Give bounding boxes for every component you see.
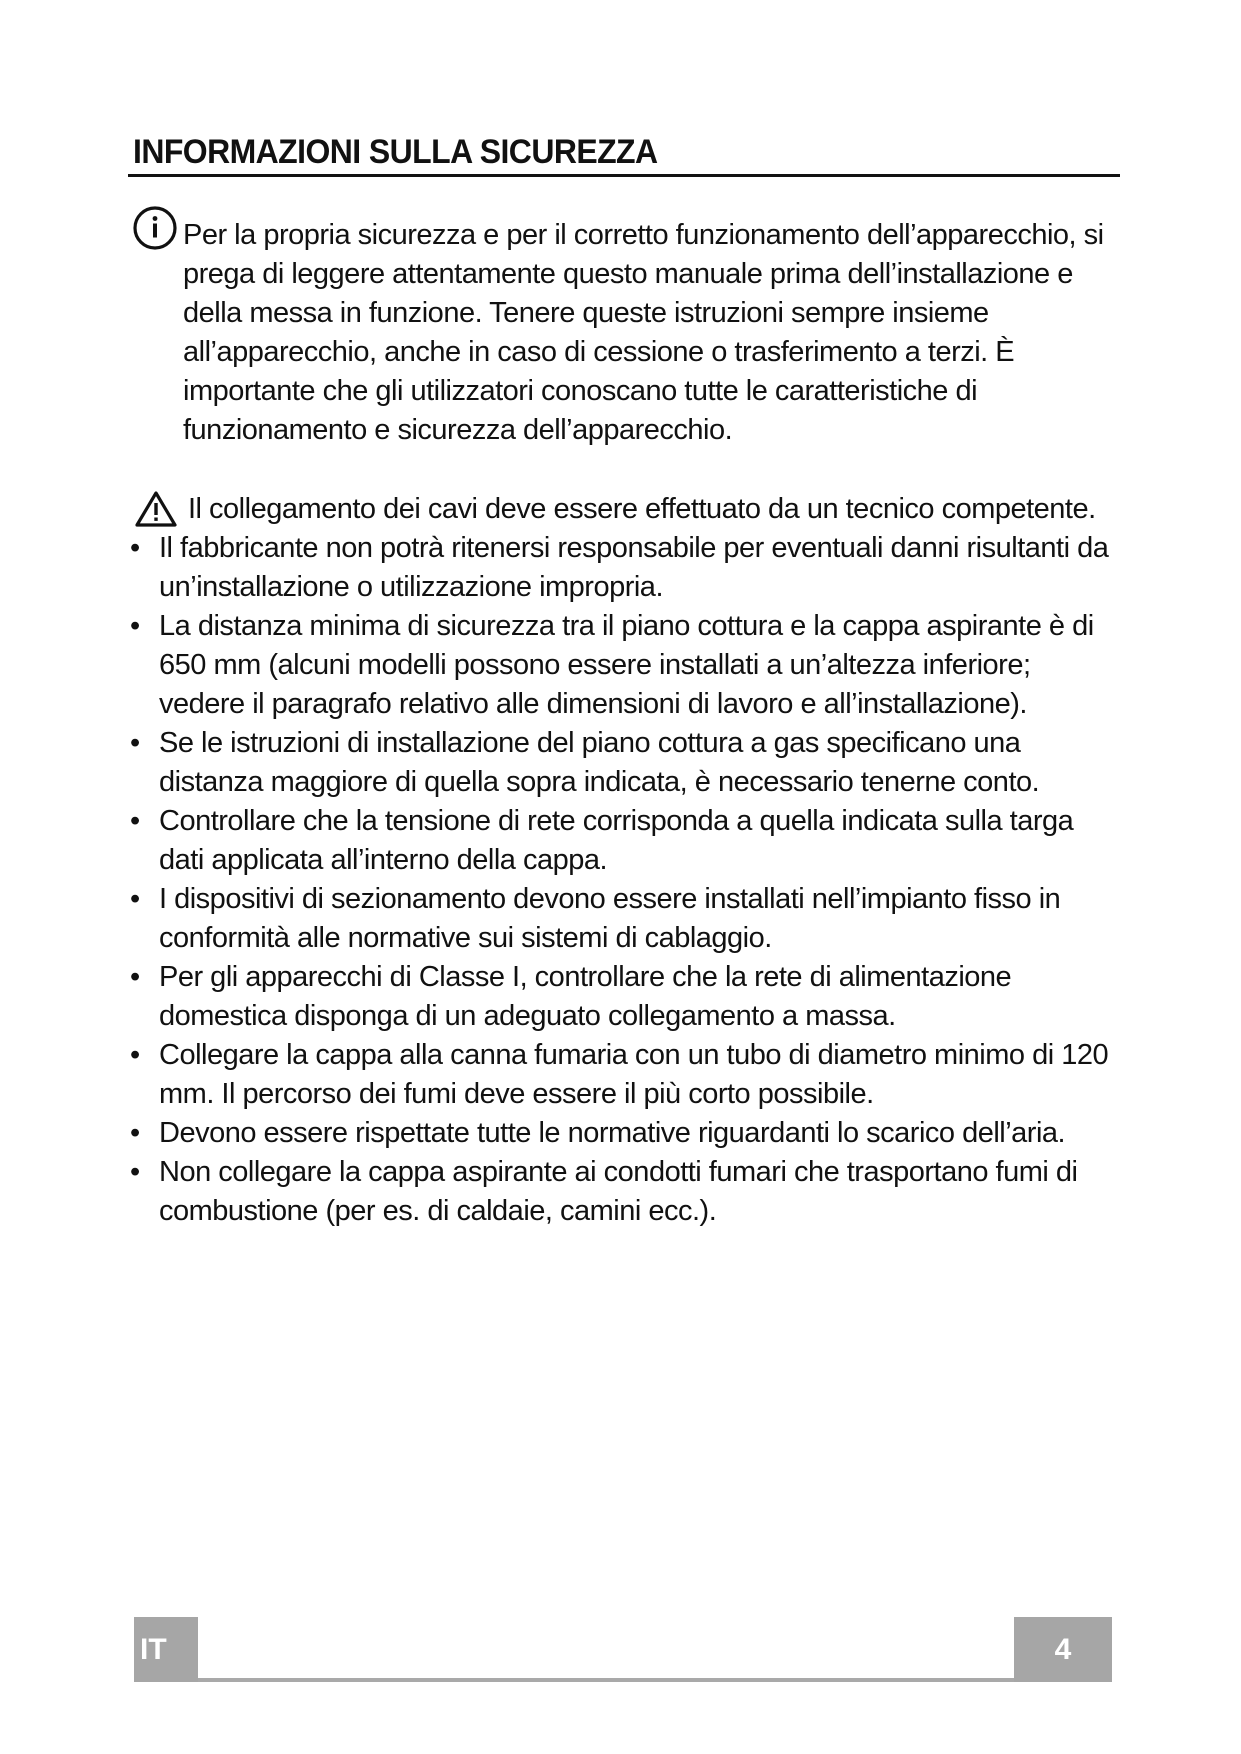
bullet-marker: • bbox=[130, 1156, 140, 1188]
bullet-marker: • bbox=[130, 727, 140, 759]
list-item bbox=[130, 958, 1120, 1036]
safety-bullet-list bbox=[130, 529, 1120, 1231]
list-item bbox=[130, 802, 1120, 880]
list-item-text: Se le istruzioni di installazione del piano cottura a gas specificano una distanza maggiore di quella sopra indicata, è necessario tenerne conto. bbox=[159, 727, 1040, 798]
footer-divider bbox=[134, 1678, 1112, 1682]
list-item bbox=[130, 724, 1120, 802]
bullet-marker: • bbox=[130, 961, 140, 993]
page-title: INFORMAZIONI SULLA SICUREZZA bbox=[133, 133, 658, 171]
list-item-text: Devono essere rispettate tutte le normative riguardanti lo scarico dell’aria. bbox=[159, 1117, 1066, 1149]
warning-line bbox=[134, 490, 1096, 528]
list-item bbox=[130, 1114, 1120, 1153]
bullet-marker: • bbox=[130, 883, 140, 915]
title-divider bbox=[128, 174, 1120, 177]
list-item bbox=[130, 1153, 1120, 1231]
bullet-marker: • bbox=[130, 1039, 140, 1071]
list-item-text: I dispositivi di sezionamento devono essere installati nell’impianto fisso in conformità alle normative sui sistemi di cablaggio. bbox=[159, 883, 1061, 954]
bullet-marker: • bbox=[130, 805, 140, 837]
list-item bbox=[130, 1036, 1120, 1114]
list-item-text: Controllare che la tensione di rete corrisponda a quella indicata sulla targa dati applicata all’interno della cappa. bbox=[159, 805, 1074, 876]
list-item-text: La distanza minima di sicurezza tra il piano cottura e la cappa aspirante è di 650 mm (alcuni modelli possono essere installati a un’altezza inferiore; vedere il paragrafo relativo alle dimensioni di lavoro e all’installazione). bbox=[159, 610, 1094, 720]
bullet-marker: • bbox=[130, 532, 140, 564]
intro-paragraph: Per la propria sicurezza e per il corretto funzionamento dell’apparecchio, si prega di leggere attentamente questo manuale prima dell’installazione e della messa in funzione. Tenere queste istruzioni sempre insieme all’apparecchio, anche in caso di cessione o trasferimento a terzi. È importante che gli utilizzatori conoscano tutte le caratteristiche di funzionamento e sicurezza dell’apparecchio. bbox=[183, 219, 1104, 446]
list-item bbox=[130, 607, 1120, 724]
warning-text: Il collegamento dei cavi deve essere effettuato da un tecnico competente. bbox=[188, 492, 1096, 525]
bullet-marker: • bbox=[130, 1117, 140, 1149]
list-item-text: Per gli apparecchi di Classe I, controllare che la rete di alimentazione domestica disponga di un adeguato collegamento a massa. bbox=[159, 961, 1012, 1032]
page-number: 4 bbox=[1014, 1617, 1112, 1682]
list-item-text: Collegare la cappa alla canna fumaria con un tubo di diametro minimo di 120 mm. Il percorso dei fumi deve essere il più corto possibile. bbox=[159, 1039, 1109, 1110]
list-item bbox=[130, 529, 1120, 607]
language-label: IT bbox=[134, 1617, 198, 1682]
warning-icon bbox=[134, 490, 178, 528]
bullet-marker: • bbox=[130, 610, 140, 642]
list-item-text: Non collegare la cappa aspirante ai condotti fumari che trasportano fumi di combustione (per es. di caldaie, camini ecc.). bbox=[159, 1156, 1078, 1227]
info-icon bbox=[132, 205, 178, 251]
list-item bbox=[130, 880, 1120, 958]
list-item-text: Il fabbricante non potrà ritenersi responsabile per eventuali danni risultanti da un’installazione o utilizzazione impropria. bbox=[159, 532, 1109, 603]
